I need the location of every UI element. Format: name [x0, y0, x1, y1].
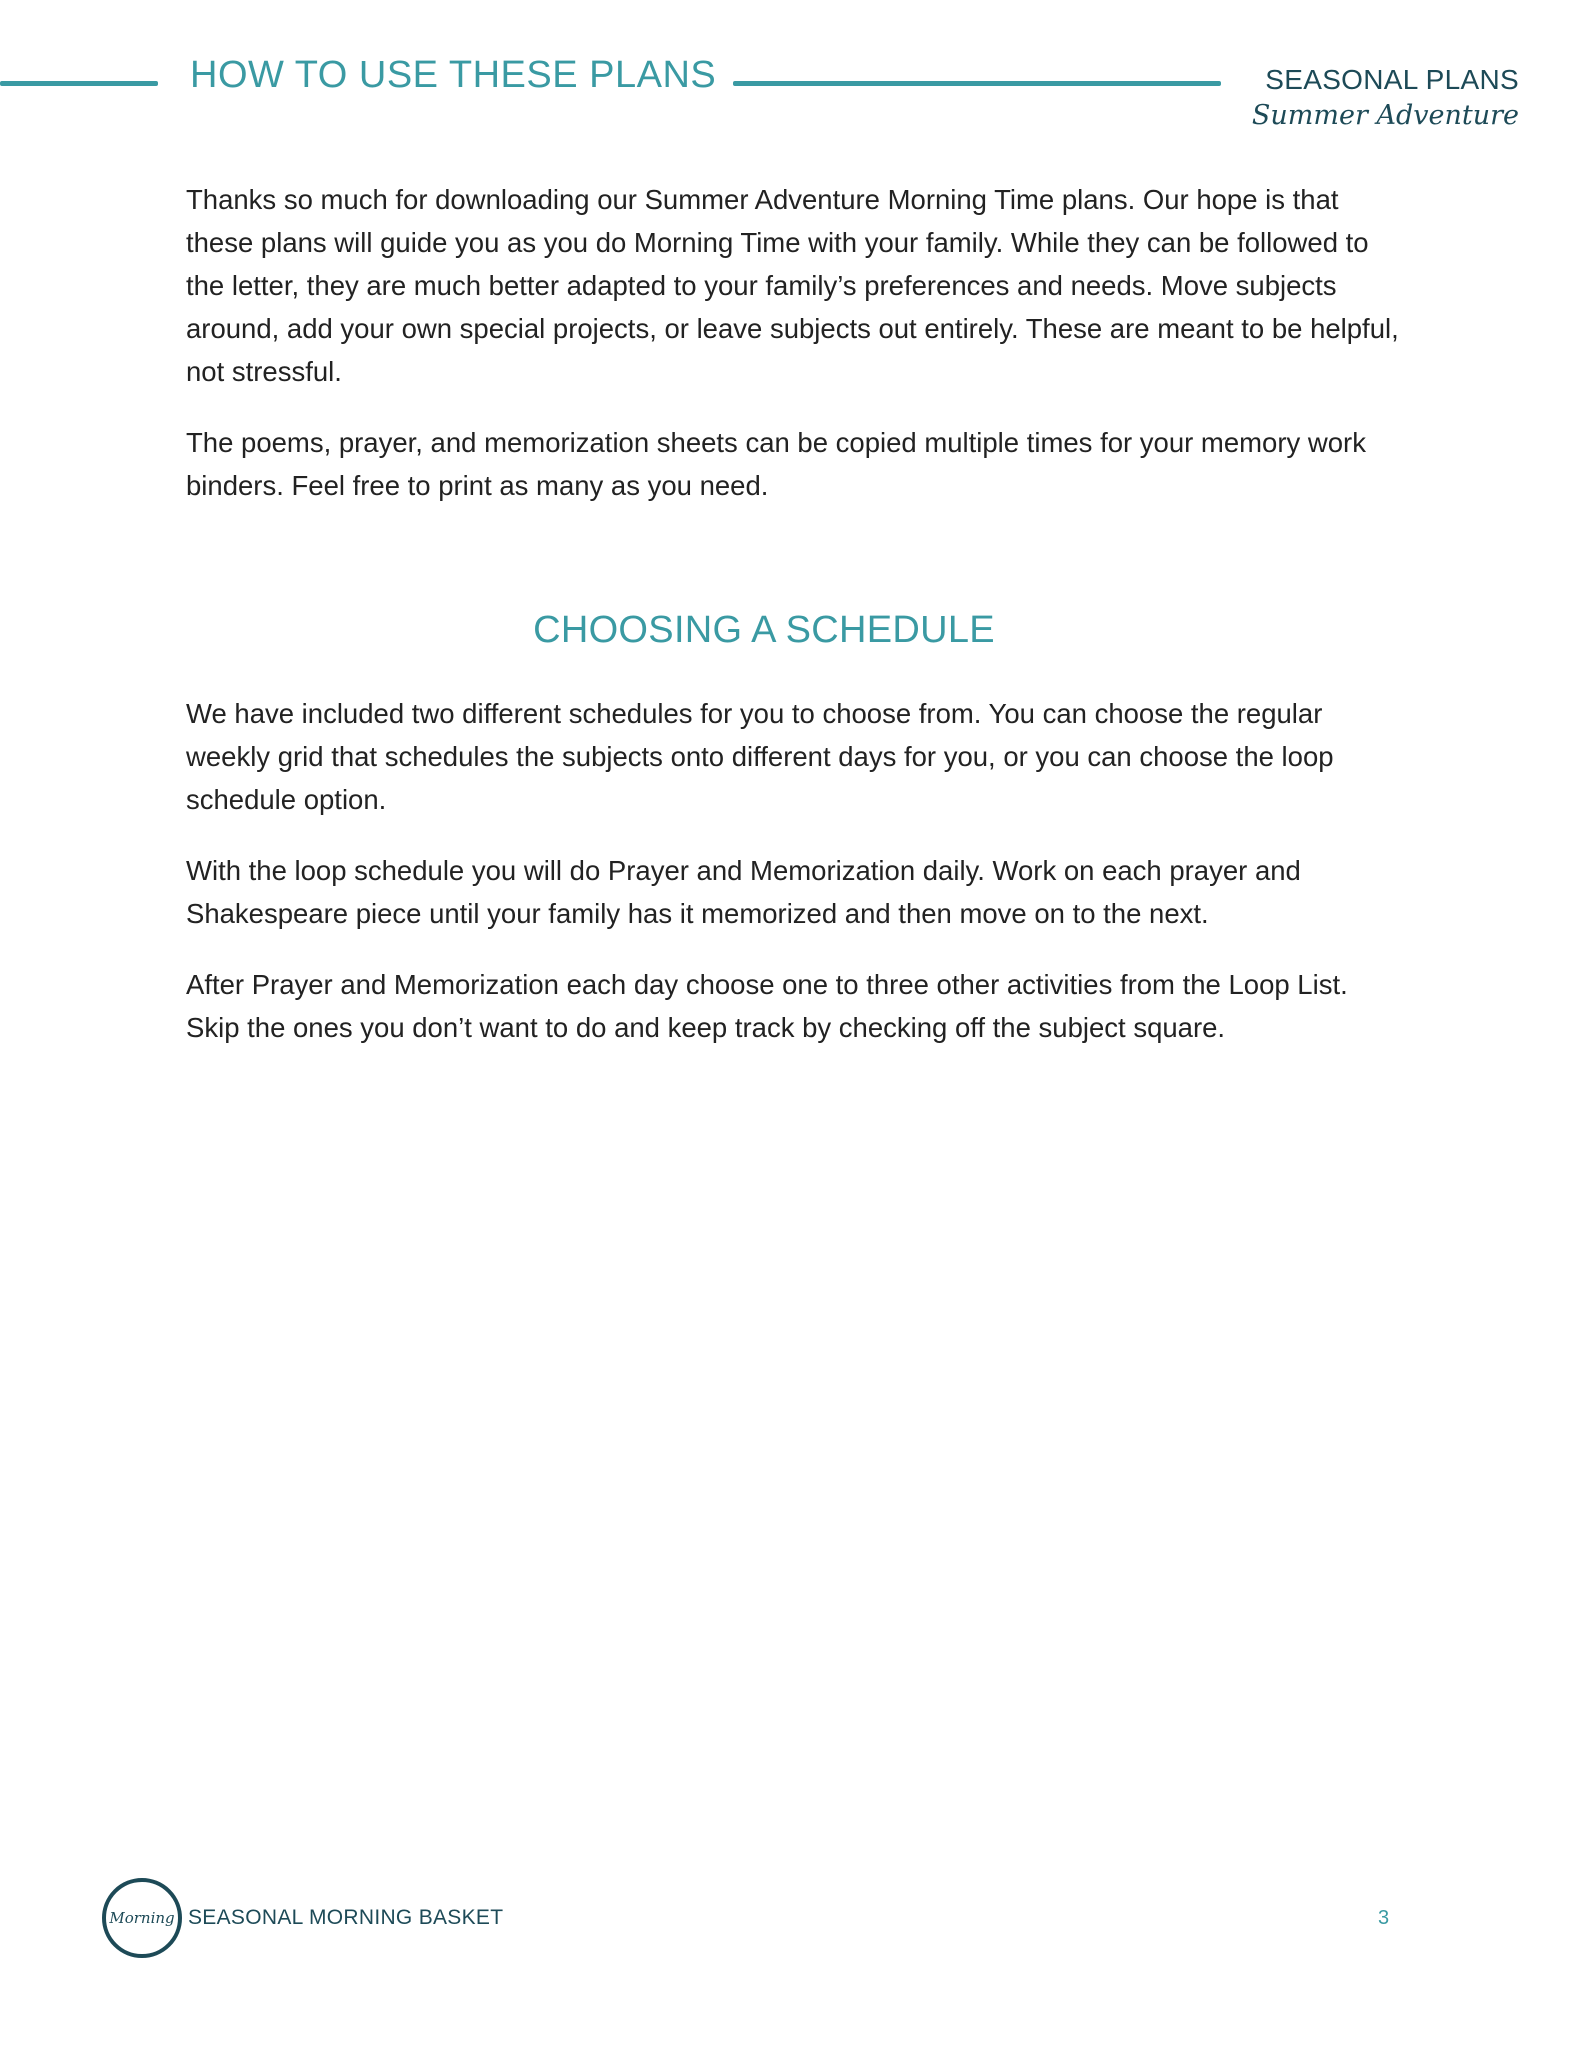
intro-paragraph: Thanks so much for downloading our Summer Adventure Morning Time plans. Our hope is that these plans will guide you as you do Morning Time with your family. While they can be followed to the letter, they are much better adapted to your family’s preferences and needs. Move subjects around, add your own special projects, or leave subjects out entirely. These are meant to be helpful, not stressful. — [186, 184, 1399, 387]
series-subtitle: Summer Adventure — [1251, 100, 1519, 131]
series-branding — [1252, 64, 1519, 131]
schedule-paragraph: After Prayer and Memorization each day choose one to three other activities from the Loop List. Skip the ones you don’t want to do and keep track by checking off the subject square. — [186, 969, 1348, 1043]
main-content — [186, 178, 1402, 1077]
footer-brand: SEASONAL MORNING BASKET — [188, 1906, 504, 1929]
section-heading-schedule: CHOOSING A SCHEDULE — [533, 609, 995, 651]
header-rule-left — [0, 81, 158, 86]
footer — [102, 1878, 503, 1958]
page-title: HOW TO USE THESE PLANS — [190, 54, 717, 96]
intro-paragraph: The poems, prayer, and memorization sheets can be copied multiple times for your memory work binders. Feel free to print as many as you need. — [186, 427, 1366, 501]
logo-text: Morning — [109, 1909, 175, 1927]
series-label: SEASONAL PLANS — [1265, 64, 1519, 95]
page-number: 3 — [1378, 1907, 1390, 1929]
schedule-paragraph: We have included two different schedules for you to choose from. You can choose the regular weekly grid that schedules the subjects onto different days for you, or you can choose the loop schedule option. — [186, 698, 1334, 815]
morning-basket-logo — [102, 1878, 182, 1958]
header-rule-right — [733, 81, 1221, 86]
schedule-paragraph: With the loop schedule you will do Prayer and Memorization daily. Work on each prayer and Shakespeare piece until your family has it memorized and then move on to the next. — [186, 855, 1301, 929]
